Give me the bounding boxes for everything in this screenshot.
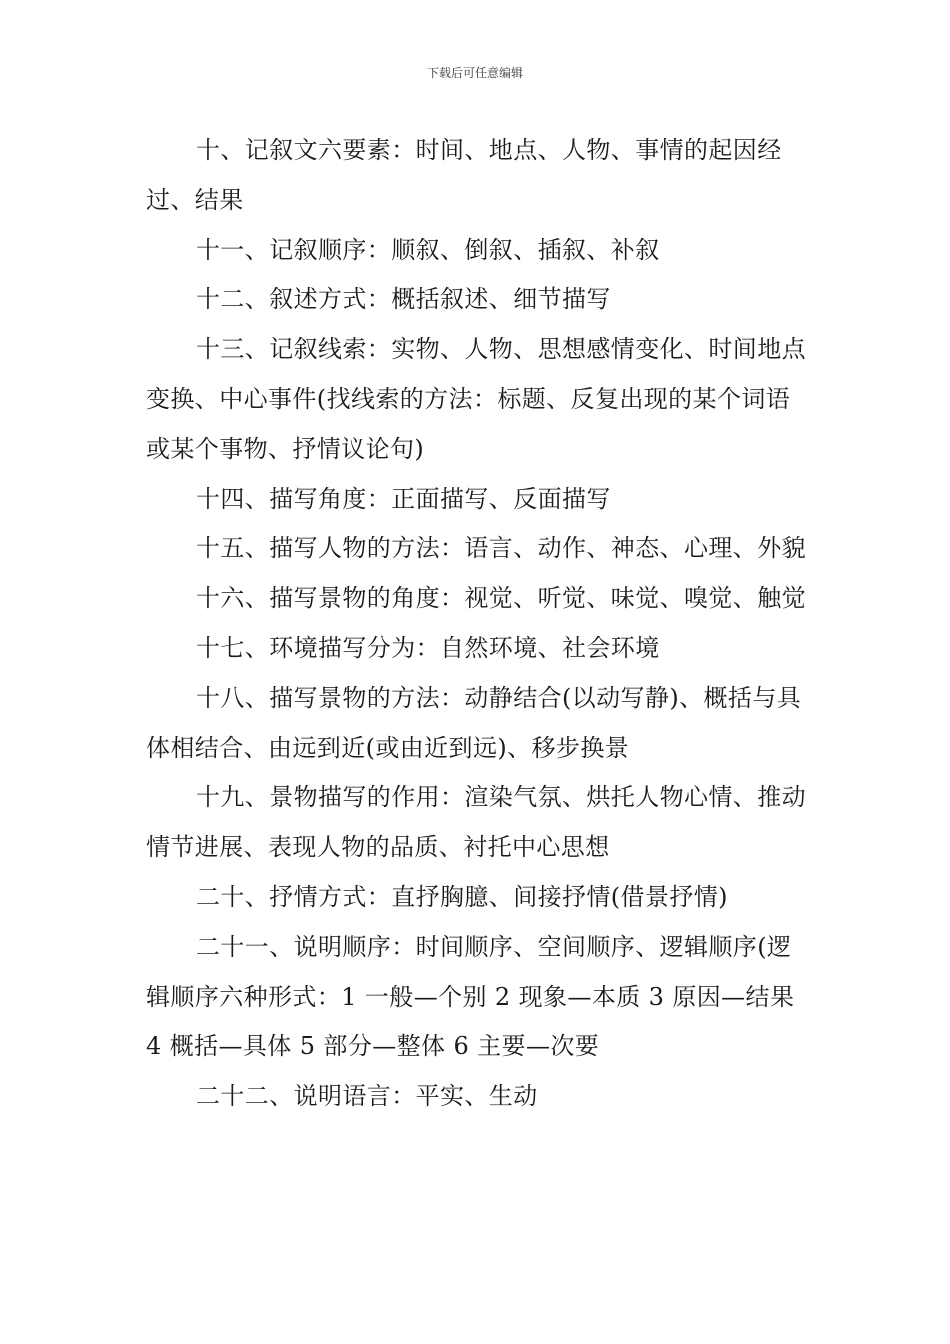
paragraph-21-explanation-order: 二十一、说明顺序：时间顺序、空间顺序、逻辑顺序(逻辑顺序六种形式：1 一般—个别 2 现象—本质 3 原因—结果 4 概括—具体 5 部分—整体 6 主要—次要: [146, 932, 795, 1061]
paragraph-19-scenery-functions: 十九、景物描写的作用：渲染气氛、烘托人物心情、推动情节进展、表现人物的品质、衬托中心思想: [146, 783, 806, 862]
paragraph-11-narrative-order: 十一、记叙顺序：顺叙、倒叙、插叙、补叙: [196, 235, 660, 264]
paragraph-15-character-description: 十五、描写人物的方法：语言、动作、神态、心理、外貌: [196, 534, 806, 563]
paragraph-14-description-angles: 十四、描写角度：正面描写、反面描写: [196, 484, 611, 513]
paragraph-10-narrative-elements: 十、记叙文六要素：时间、地点、人物、事情的起因经过、结果: [146, 136, 782, 214]
paragraph-13-narrative-clues: 十三、记叙线索：实物、人物、思想感情变化、时间地点变换、中心事件(找线索的方法：标题、反复出现的某个词语或某个事物、抒情议论句): [146, 335, 806, 463]
paragraph-12-narration-methods: 十二、叙述方式：概括叙述、细节描写: [196, 285, 611, 314]
paragraph-16-scenery-angles: 十六、描写景物的角度：视觉、听觉、味觉、嗅觉、触觉: [196, 584, 806, 613]
paragraph-22-explanation-language: 二十二、说明语言：平实、生动: [196, 1082, 538, 1111]
paragraph-20-lyrical-methods: 二十、抒情方式：直抒胸臆、间接抒情(借景抒情): [196, 882, 728, 911]
document-body: [146, 126, 810, 1122]
page-header: 下载后可任意编辑: [426, 66, 523, 80]
paragraph-17-environment-description: 十七、环境描写分为：自然环境、社会环境: [196, 633, 660, 662]
paragraph-18-scenery-methods: 十八、描写景物的方法：动静结合(以动写静)、概括与具体相结合、由远到近(或由近到远)、移步换景: [146, 683, 802, 762]
